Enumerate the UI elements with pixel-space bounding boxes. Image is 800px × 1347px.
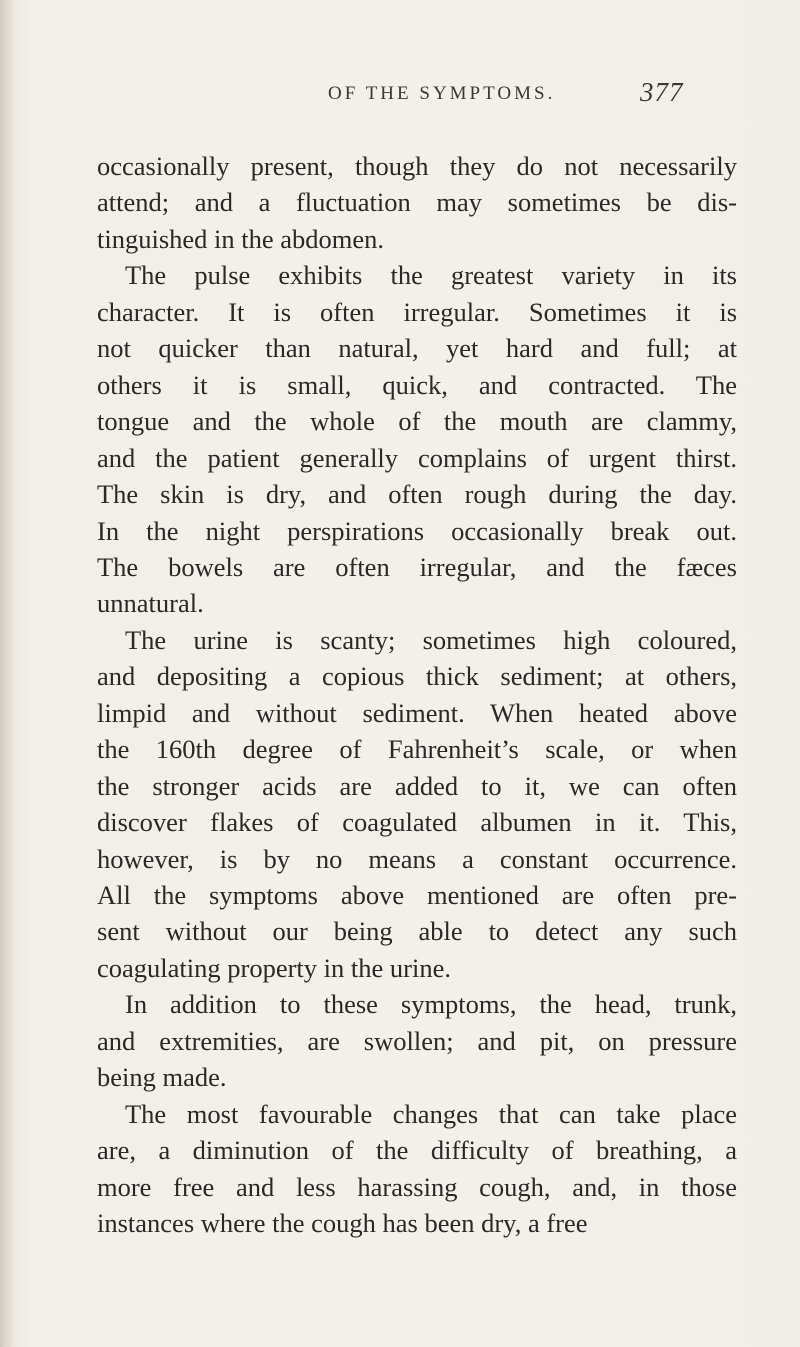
text-line: The skin is dry, and often rough during the day.	[97, 479, 737, 510]
text-line: unnatural.	[97, 588, 204, 619]
page-number: 377	[640, 77, 684, 107]
text-line: the 160th degree of Fahrenheit’s scale, or when	[97, 734, 737, 765]
text-line: being made.	[97, 1062, 227, 1093]
text-line: discover flakes of coagulated albumen in it. This,	[97, 807, 737, 838]
text-line: tinguished in the abdomen.	[97, 223, 385, 254]
running-head: OF THE SYMPTOMS.	[328, 83, 556, 104]
text-line: and extremities, are swollen; and pit, on pressure	[97, 1025, 737, 1056]
page-header	[0, 77, 800, 117]
text-line: however, is by no means a constant occurrence.	[97, 843, 737, 874]
text-line: more free and less harassing cough, and, in those	[97, 1171, 738, 1202]
text-line: character. It is often irregular. Sometimes it is	[97, 296, 738, 327]
text-line: attend; and a fluctuation may sometimes be dis-	[97, 187, 737, 218]
text-line: instances where the cough has been dry, a free	[97, 1208, 588, 1239]
text-line: limpid and without sediment. When heated above	[97, 697, 738, 728]
text-line: tongue and the whole of the mouth are clammy,	[97, 406, 738, 437]
binding-edge	[0, 0, 14, 1347]
text-line: are, a diminution of the difficulty of breathing, a	[97, 1135, 737, 1166]
text-line: coagulating property in the urine.	[97, 952, 451, 983]
text-line: In the night perspirations occasionally break out.	[97, 515, 737, 546]
text-line: The urine is scanty; sometimes high coloured,	[125, 624, 738, 655]
text-line: The most favourable changes that can take place	[125, 1098, 738, 1129]
text-line: In addition to these symptoms, the head, trunk,	[125, 989, 737, 1020]
text-line: not quicker than natural, yet hard and full; at	[97, 333, 737, 364]
text-line: All the symptoms above mentioned are often pre-	[97, 880, 737, 910]
text-line: The bowels are often irregular, and the fæces	[97, 551, 737, 582]
text-line: others it is small, quick, and contracted. The	[97, 369, 737, 400]
text-line: The pulse exhibits the greatest variety in its	[125, 260, 737, 291]
text-line: occasionally present, though they do not necessarily	[97, 151, 737, 181]
text-line: and the patient generally complains of urgent thirst.	[97, 442, 737, 473]
text-line: sent without our being able to detect any such	[97, 916, 738, 947]
text-line: the stronger acids are added to it, we can often	[97, 770, 737, 801]
text-line: and depositing a copious thick sediment; at others,	[97, 661, 738, 692]
